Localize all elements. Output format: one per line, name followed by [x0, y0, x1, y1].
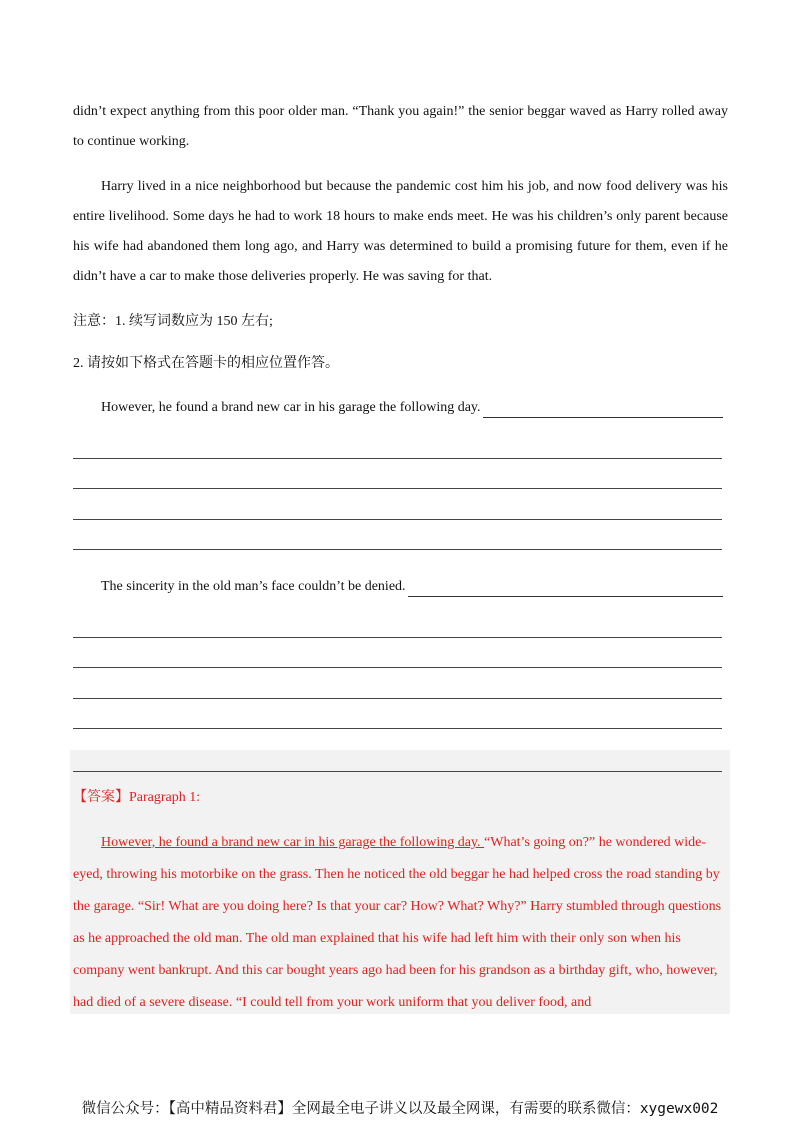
prompt-line-2: [101, 577, 723, 597]
answer-rule: [73, 637, 722, 638]
answer-rule: [73, 458, 722, 459]
answer-rule: [73, 549, 722, 550]
prompt-1-blank: [483, 403, 723, 418]
note-format: 2. 请按如下格式在答题卡的相应位置作答。: [73, 356, 339, 371]
answer-text: “What’s going on?” he wondered wide-eyed, throwing his motorbike on the grass. Then he noticed the old beggar he had helped cross the road standing by the garage. “Sir! What are you doing here? Is that your car? How? What? Why?” Harry stumbled through questions as he approached the old man. The old man explained that his wife had left him with their only son when his company went bankrupt. And this car bought years ago had been for his grandson as a birthday gift, who, however, had died of a severe disease. “I could tell from your work uniform that you deliver food, and: [73, 835, 722, 1010]
answer-rule: [73, 488, 722, 489]
note-word-count: 注意：1. 续写词数应为 150 左右;: [73, 314, 273, 329]
answer-rule: [73, 698, 722, 699]
footer-watermark: 微信公众号：【高中精品资料君】全网最全电子讲义以及最全网课，有需要的联系微信：xygewx002: [81, 1101, 719, 1117]
answer-label: 【答案】Paragraph 1:: [73, 790, 201, 805]
answer-paragraph: [73, 827, 723, 1019]
story-paragraph-1: didn’t expect anything from this poor older man. “Thank you again!” the senior beggar waved as Harry rolled away to continue working.: [73, 104, 728, 149]
prompt-1-text: However, he found a brand new car in his garage the following day.: [101, 400, 481, 415]
answer-rule: [73, 728, 722, 729]
answer-rule: [73, 519, 722, 520]
story-paragraph-2: Harry lived in a nice neighborhood but because the pandemic cost him his job, and now food delivery was his entire livelihood. Some days he had to work 18 hours to make ends meet. He was his children’s only parent because his wife had abandoned them long ago, and Harry was determined to build a promising future for them, even if he didn’t have a car to make those deliveries properly. He was saving for that.: [73, 179, 728, 284]
prompt-2-blank: [408, 582, 723, 597]
prompt-line-1: [101, 398, 723, 418]
answer-opening-sentence: However, he found a brand new car in his garage the following day.: [101, 835, 485, 850]
prompt-2-text: The sincerity in the old man’s face couldn’t be denied.: [101, 579, 406, 594]
answer-rule: [73, 667, 722, 668]
answer-rule: [73, 771, 722, 772]
